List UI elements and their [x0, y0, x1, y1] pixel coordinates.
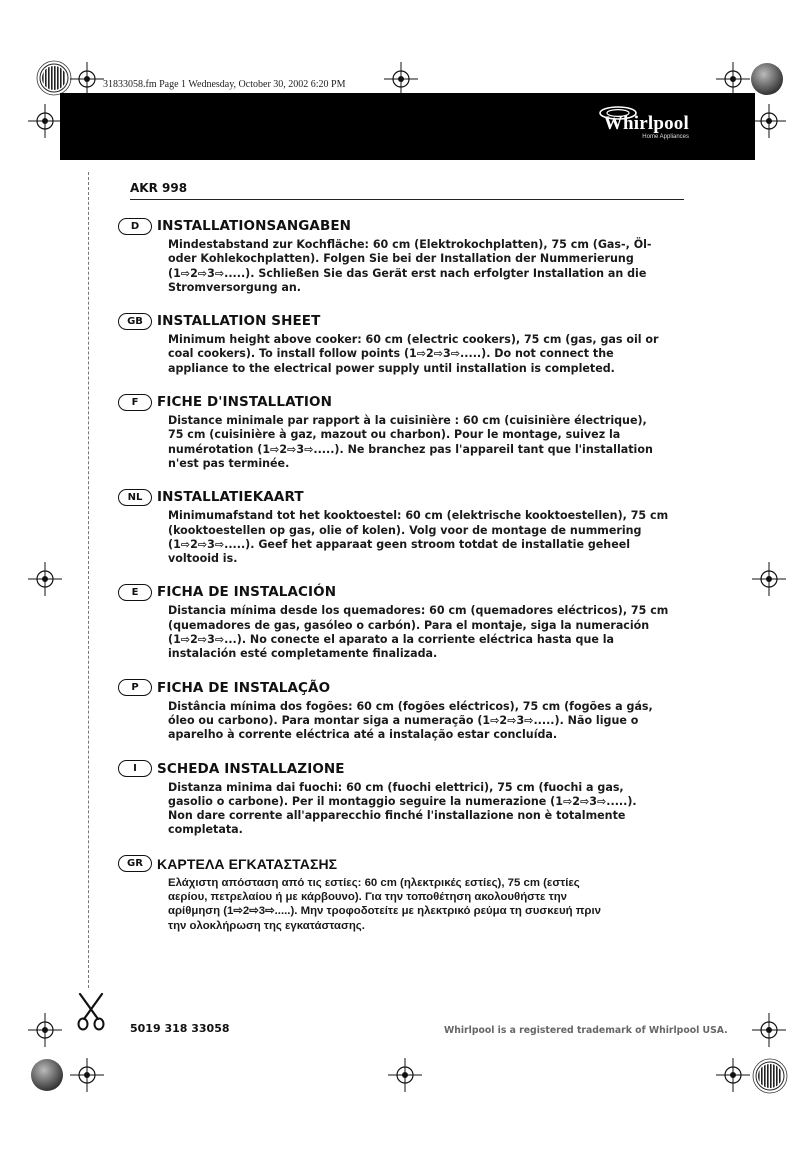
crosshair-mark-top-right: [716, 62, 750, 96]
crosshair-mark-left-bottom: [28, 1013, 62, 1047]
body-line: αρίθμηση (1⇨2⇨3⇨.....). Μην τροφοδοτείτε με ηλεκτρικό ρεύμα τη συσκευή πριν: [168, 905, 601, 918]
section-title: FICHA DE INSTALACIÓN: [157, 584, 337, 601]
body-line: την ολοκλήρωση της εγκατάστασης.: [168, 919, 365, 932]
model-divider: [130, 199, 684, 200]
language-badge: D: [118, 218, 152, 235]
section-body: [168, 781, 698, 838]
section-body: [168, 604, 698, 661]
footer-trademark: Whirlpool is a registered trademark of Whirlpool USA.: [444, 1025, 728, 1036]
body-line: (1⇨2⇨3⇨.....). Geef het apparaat geen stroom totdat de installatie geheel: [168, 537, 631, 551]
body-line: coal cookers). To install follow points (1⇨2⇨3⇨.....). Do not connect the: [168, 347, 614, 361]
language-badge: GB: [118, 313, 152, 330]
body-line: (kooktoestellen op gas, olie of kolen). Volg voor de montage de nummering: [168, 523, 642, 537]
crosshair-mark-right-middle: [752, 562, 786, 596]
body-line: Ελάχιστη απόσταση από τις εστίες: 60 cm (ηλεκτρικές εστίες), 75 cm (εστίες: [168, 876, 580, 889]
body-line: instalación esté completamente finalizada.: [168, 647, 438, 661]
body-line: óleo ou carbono). Para montar siga a numeração (1⇨2⇨3⇨.....). Não ligue o: [168, 713, 639, 727]
body-line: oder Kohlekochplatten). Folgen Sie bei der Installation der Nummerierung: [168, 252, 634, 266]
scissors-icon: [76, 992, 106, 1032]
section-pt: [118, 678, 698, 743]
body-line: numérotation (1⇨2⇨3⇨.....). Ne branchez pas l'appareil tant que l'installation: [168, 442, 653, 456]
body-line: Distance minimale par rapport à la cuisinière : 60 cm (cuisinière électrique),: [168, 414, 647, 428]
crosshair-mark-right-top: [752, 104, 786, 138]
installation-sections: [118, 216, 698, 949]
logo-wordmark: Whirlpool: [604, 113, 689, 135]
section-body: [168, 509, 698, 566]
section-title: FICHE D'INSTALLATION: [157, 394, 332, 411]
crosshair-mark-bottom-left: [70, 1058, 104, 1092]
section-body: [168, 876, 698, 933]
print-crop-header: 31833058.fm Page 1 Wednesday, October 30, 2002 6:20 PM: [103, 79, 346, 90]
body-line: aparelho à corrente eléctrica até a instalação estar concluída.: [168, 728, 558, 742]
footer-part-code: 5019 318 33058: [130, 1022, 230, 1035]
section-title: FICHA DE INSTALAÇÃO: [157, 679, 331, 696]
body-line: completata.: [168, 823, 243, 837]
body-line: voltooid is.: [168, 552, 238, 566]
body-line: Minimum height above cooker: 60 cm (electric cookers), 75 cm (gas, gas oil or: [168, 333, 659, 347]
body-line: αερίου, πετρελαίου ή με κάρβουνο). Για την τοποθέτηση ακολουθήστε την: [168, 891, 567, 904]
body-line: Distanza minima dai fuochi: 60 cm (fuochi elettrici), 75 cm (fuochi a gas,: [168, 780, 624, 794]
section-title: SCHEDA INSTALLAZIONE: [157, 760, 345, 777]
section-de: [118, 216, 698, 295]
crosshair-mark-bottom-center: [388, 1058, 422, 1092]
color-mark-bottom-left: [26, 1054, 68, 1096]
body-line: Stromversorgung an.: [168, 280, 302, 294]
section-es: [118, 582, 698, 661]
section-title: INSTALLATION SHEET: [157, 313, 321, 330]
crosshair-mark-right-bottom: [752, 1013, 786, 1047]
language-badge: P: [118, 679, 152, 696]
crosshair-mark-top-center: [384, 62, 418, 96]
language-badge: GR: [118, 855, 152, 872]
section-gb: [118, 311, 698, 376]
section-body: [168, 238, 698, 295]
registration-mark-bottom-right: [740, 1046, 800, 1106]
crosshair-mark-left-top: [28, 104, 62, 138]
section-title: INSTALLATIEKAART: [157, 489, 304, 506]
crosshair-mark-left-middle: [28, 562, 62, 596]
crosshair-mark-top-left: [70, 62, 104, 96]
section-body: [168, 700, 698, 743]
body-line: (1⇨2⇨3⇨.....). Schließen Sie das Gerät erst nach erfolgter Installation an die: [168, 266, 647, 280]
language-badge: I: [118, 760, 152, 777]
header-band: [60, 93, 755, 160]
section-body: [168, 414, 698, 471]
body-line: Minimumafstand tot het kooktoestel: 60 cm (elektrische kooktoestellen), 75 cm: [168, 509, 669, 523]
language-badge: NL: [118, 489, 152, 506]
whirlpool-logo: [604, 113, 689, 140]
section-body: [168, 333, 698, 376]
model-number: AKR 998: [130, 181, 188, 195]
language-badge: F: [118, 394, 152, 411]
section-nl: [118, 487, 698, 566]
section-title: ΚΑΡΤΕΛΑ ΕΓΚΑΤΑΣΤΑΣΗΣ: [157, 855, 338, 872]
language-badge: E: [118, 584, 152, 601]
section-fr: [118, 392, 698, 471]
body-line: (1⇨2⇨3⇨...). No conecte el aparato a la corriente eléctrica hasta que la: [168, 633, 615, 647]
body-line: appliance to the electrical power supply until installation is completed.: [168, 361, 615, 375]
body-line: 75 cm (cuisinière à gaz, mazout ou charbon). Pour le montage, suivez la: [168, 428, 621, 442]
body-line: n'est pas terminée.: [168, 456, 290, 470]
body-line: Distância mínima dos fogões: 60 cm (fogões eléctricos), 75 cm (fogões a gás,: [168, 699, 653, 713]
body-line: Distancia mínima desde los quemadores: 60 cm (quemadores eléctricos), 75 cm: [168, 604, 669, 618]
section-gr: [118, 854, 698, 933]
body-line: (quemadores de gas, gasóleo o carbón). Para el montaje, siga la numeración: [168, 618, 650, 632]
cut-guide-line: [88, 172, 89, 988]
body-line: Mindestabstand zur Kochfläche: 60 cm (Elektrokochplatten), 75 cm (Gas-, Öl-: [168, 238, 652, 251]
logo-swoosh-icon: [598, 105, 638, 121]
body-line: Non dare corrente all'apparecchio finché l'installazione non è totalmente: [168, 809, 626, 823]
section-it: [118, 759, 698, 838]
section-title: INSTALLATIONSANGABEN: [157, 218, 352, 234]
body-line: gasolio o carbone). Per il montaggio seguire la numerazione (1⇨2⇨3⇨.....).: [168, 794, 637, 808]
logo-tagline: Home Appliances: [642, 134, 689, 140]
